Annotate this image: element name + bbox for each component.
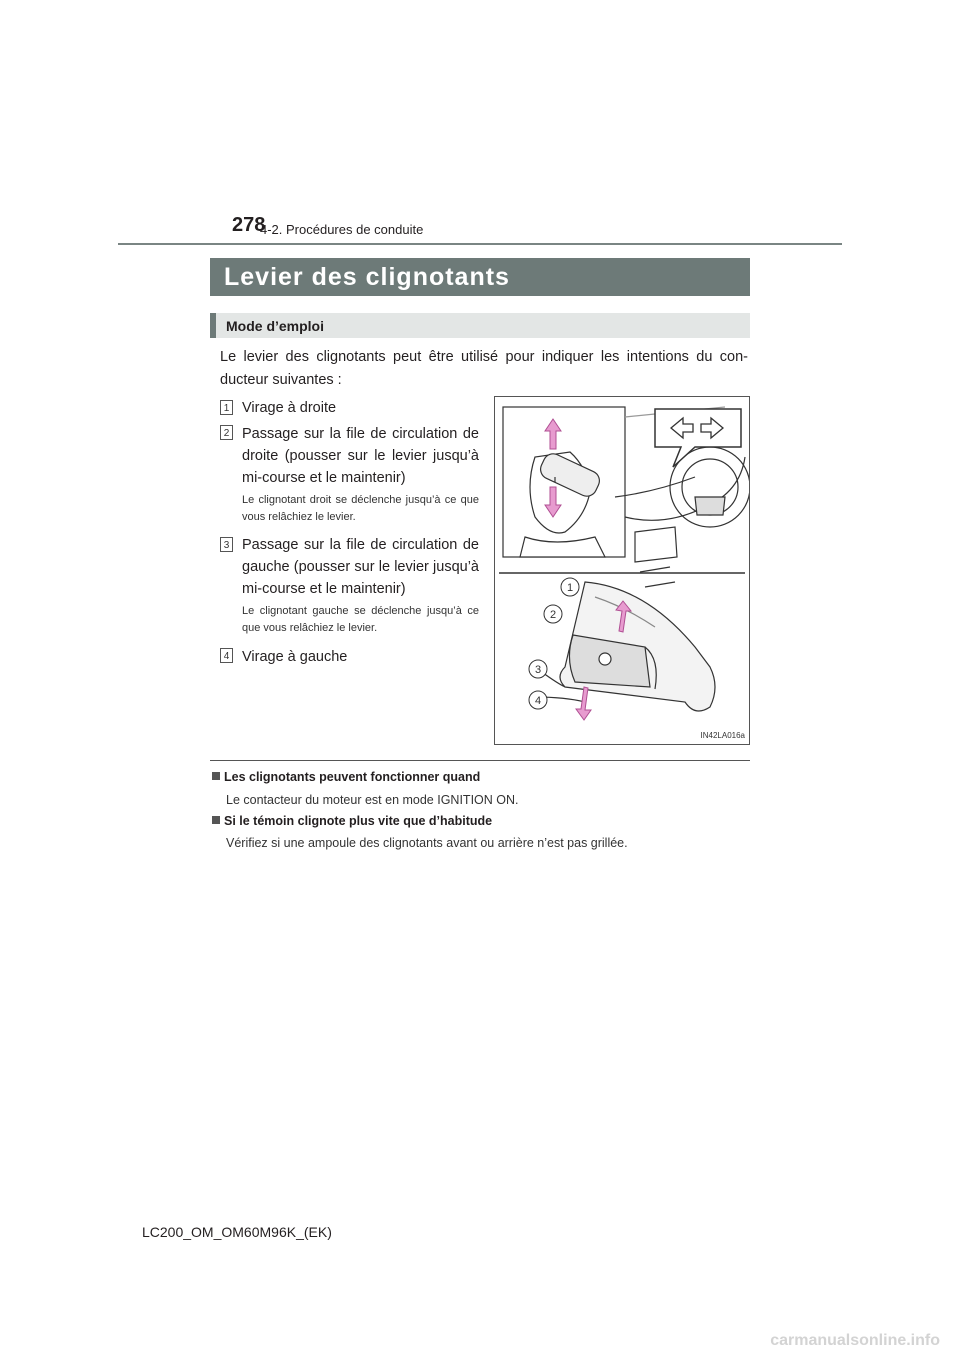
svg-text:1: 1 — [566, 582, 574, 594]
step-text-4: Virage à gauche — [242, 649, 348, 665]
subsection-heading-text: Mode d’emploi — [226, 317, 324, 334]
figure-code: IN42LA016a — [700, 731, 745, 740]
header-divider — [118, 243, 842, 245]
notes-divider — [210, 760, 750, 761]
callout-1 — [561, 578, 579, 596]
step-note-2: Le clignotant droit se déclenche jusqu’à ce que vous relâchiez le levier. — [242, 494, 479, 523]
note-title-1-text: Les clignotants peuvent fonctionner quand — [224, 770, 481, 784]
page-number: 278 — [232, 214, 266, 236]
document-code-footer: LC200_OM_OM60M96K_(EK) — [142, 1224, 332, 1240]
step-number-3: 3 — [220, 537, 233, 552]
step-number-1: 1 — [220, 400, 233, 415]
svg-text:2: 2 — [549, 609, 557, 621]
callout-4 — [529, 691, 547, 709]
illustration-drawing — [495, 397, 749, 744]
svg-text:4: 4 — [534, 695, 542, 707]
subsection-heading — [210, 313, 750, 338]
note-title-2 — [212, 814, 492, 828]
bullet-square-icon — [212, 772, 220, 780]
turn-signal-illustration — [494, 396, 750, 745]
page-title-text: Levier des clignotants — [224, 262, 510, 291]
step-text-3: Passage sur la file de circulation de gauche (pousser sur le levier jusqu’à mi-course et le maintenir) — [242, 537, 479, 597]
callout-2 — [544, 605, 562, 623]
step-number-2: 2 — [220, 425, 233, 440]
lever-closeup — [535, 582, 715, 711]
page-title — [210, 258, 750, 296]
step-text-2: Passage sur la file de circulation de droite (pousser sur le levier jusqu’à mi-course et le maintenir) — [242, 426, 479, 486]
bullet-square-icon — [212, 816, 220, 824]
note-body-2: Vérifiez si une ampoule des clignotants avant ou arrière n’est pas grillée. — [226, 836, 628, 850]
intro-paragraph: Le levier des clignotants peut être utilisé pour indiquer les intentions du con-ducteur suivantes : — [220, 349, 748, 388]
callout-3 — [529, 660, 547, 678]
step-number-4: 4 — [220, 648, 233, 663]
step-text-1: Virage à droite — [242, 400, 337, 416]
watermark: carmanualsonline.info — [770, 1332, 940, 1349]
section-label: 4-2. Procédures de conduite — [260, 222, 424, 237]
note-title-1 — [212, 770, 480, 784]
note-title-2-text: Si le témoin clignote plus vite que d’habitude — [224, 814, 493, 828]
note-body-1: Le contacteur du moteur est en mode IGNITION ON. — [226, 793, 519, 807]
indicator-bubble — [655, 409, 741, 467]
svg-text:3: 3 — [534, 664, 542, 676]
step-note-3: Le clignotant gauche se déclenche jusqu’à ce que vous relâchiez le levier. — [242, 605, 479, 634]
